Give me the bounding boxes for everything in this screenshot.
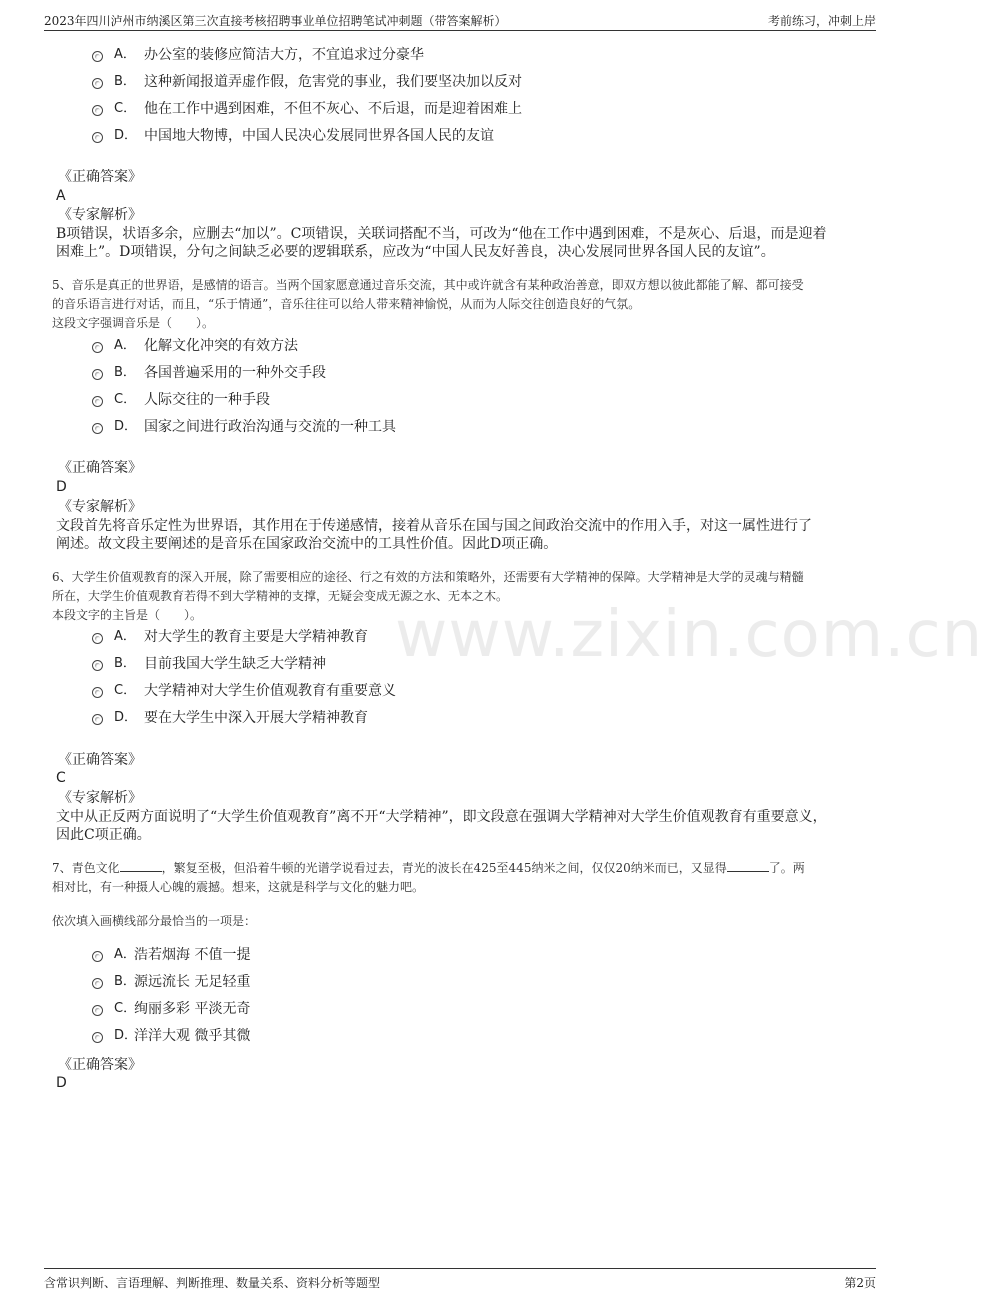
q4-correct-answer-label: 《正确答案》 <box>58 169 142 185</box>
option-text: 洋洋大观 微乎其微 <box>134 1028 251 1044</box>
option-text: 目前我国大学生缺乏大学精神 <box>144 656 326 672</box>
option-text: 绚丽多彩 平淡无奇 <box>134 1001 251 1017</box>
page-header <box>44 8 876 31</box>
fill-blank <box>120 859 162 872</box>
option-letter: B． <box>114 74 136 89</box>
question-line: 6、大学生价值观教育的深入开展，除了需要相应的途径、行之有效的方法和策略外，还需要有大学精神的保障。大学精神是大学的灵魂与精髓 <box>52 570 804 584</box>
radio-icon[interactable] <box>92 369 103 380</box>
radio-icon[interactable] <box>92 1005 103 1016</box>
radio-icon[interactable] <box>92 687 103 698</box>
watermark: www.zixin.com.cn <box>395 598 983 672</box>
radio-icon[interactable] <box>92 714 103 725</box>
question-text: 7、青色文化 <box>52 861 120 875</box>
radio-icon[interactable] <box>92 423 103 434</box>
analysis-line: B项错误，状语多余，应删去“加以”。C项错误，关联词搭配不当，可改为“他在工作中遇到困难，不是灰心、后退，而是迎着 <box>56 226 827 242</box>
radio-icon[interactable] <box>92 1032 103 1043</box>
radio-icon[interactable] <box>92 951 103 962</box>
footer-topics: 含常识判断、言语理解、判断推理、数量关系、资料分析等题型 <box>44 1276 381 1290</box>
q6-question <box>52 568 866 625</box>
analysis-line: 文中从正反两方面说明了“大学生价值观教育”离不开“大学精神”，即文段意在强调大学精神对大学生价值观教育有重要意义， <box>56 809 827 825</box>
question-text: 了。两 <box>768 861 805 875</box>
q7-prompt: 依次填入画横线部分最恰当的一项是： <box>52 914 257 928</box>
q6-expert-analysis-label: 《专家解析》 <box>58 790 142 806</box>
option-letter: A． <box>114 629 136 644</box>
q4-expert-analysis-label: 《专家解析》 <box>58 207 142 223</box>
q4-answer: A <box>56 188 66 204</box>
q4-analysis <box>56 225 864 261</box>
analysis-line: 文段首先将音乐定性为世界语，其作用在于传递感情，接着从音乐在国与国之间政治交流中的作用入手，对这一属性进行了 <box>56 518 812 534</box>
question-line: 的音乐语言进行对话，而且，“乐于情通”，音乐往往可以给人带来精神愉悦，从而为人际交往创造良好的气氛。 <box>52 297 641 311</box>
option-letter: A． <box>114 47 136 62</box>
fill-blank <box>727 859 769 872</box>
q7-question <box>52 859 866 897</box>
q5-expert-analysis-label: 《专家解析》 <box>58 499 142 515</box>
question-line: 所在，大学生价值观教育若得不到大学精神的支撑，无疑会变成无源之水、无本之木。 <box>52 589 509 603</box>
option-text: 对大学生的教育主要是大学精神教育 <box>144 629 368 645</box>
question-text: ，繁复至极，但沿着牛顿的光谱学说看过去，青光的波长在425至445纳米之间，仅仅20纳米而已，又显得 <box>161 861 727 875</box>
q6-analysis <box>56 808 864 844</box>
q6-answer: C <box>56 770 66 786</box>
option-letter: B． <box>114 974 136 989</box>
analysis-line: 困难上”。D项错误，分句之间缺乏必要的逻辑联系，应改为“中国人民友好善良，决心发展同世界各国人民的友谊”。 <box>56 244 775 260</box>
page-footer <box>44 1268 876 1293</box>
question-line: 相对比，有一种摄人心魄的震撼。想来，这就是科学与文化的魅力吧。 <box>52 880 425 894</box>
option-text: 这种新闻报道弄虚作假，危害党的事业，我们要坚决加以反对 <box>144 74 522 90</box>
question-prompt: 本段文字的主旨是（ ）。 <box>52 608 203 622</box>
option-letter: C． <box>114 683 137 698</box>
radio-icon[interactable] <box>92 132 103 143</box>
analysis-line: 阐述。故文段主要阐述的是音乐在国家政治交流中的工具性价值。因此D项正确。 <box>56 536 558 552</box>
option-letter: D． <box>114 128 138 143</box>
option-letter: D． <box>114 710 138 725</box>
option-letter: C． <box>114 1001 137 1016</box>
radio-icon[interactable] <box>92 342 103 353</box>
page-number: 第2页 <box>844 1276 876 1290</box>
option-letter: A． <box>114 947 136 962</box>
option-text: 化解文化冲突的有效方法 <box>144 338 298 354</box>
option-letter: D． <box>114 419 138 434</box>
q5-analysis <box>56 517 864 553</box>
radio-icon[interactable] <box>92 660 103 671</box>
radio-icon[interactable] <box>92 978 103 989</box>
option-text: 各国普遍采用的一种外交手段 <box>144 365 326 381</box>
option-text: 浩若烟海 不值一提 <box>134 947 251 963</box>
option-letter: C． <box>114 392 137 407</box>
option-text: 要在大学生中深入开展大学精神教育 <box>144 710 368 726</box>
radio-icon[interactable] <box>92 105 103 116</box>
option-letter: B． <box>114 656 136 671</box>
option-text: 大学精神对大学生价值观教育有重要意义 <box>144 683 396 699</box>
option-text: 中国地大物博，中国人民决心发展同世界各国人民的友谊 <box>144 128 494 144</box>
q7-answer: D <box>56 1075 67 1091</box>
analysis-line: 因此C项正确。 <box>56 827 151 843</box>
option-text: 国家之间进行政治沟通与交流的一种工具 <box>144 419 396 435</box>
q5-answer: D <box>56 479 67 495</box>
q5-question <box>52 276 866 333</box>
option-text: 办公室的装修应简洁大方，不宜追求过分豪华 <box>144 47 424 63</box>
option-letter: D． <box>114 1028 138 1043</box>
option-letter: B． <box>114 365 136 380</box>
radio-icon[interactable] <box>92 396 103 407</box>
q6-correct-answer-label: 《正确答案》 <box>58 752 142 768</box>
question-line <box>52 859 866 878</box>
document-title: 2023年四川泸州市纳溪区第三次直接考核招聘事业单位招聘笔试冲刺题（带答案解析） <box>44 14 507 28</box>
option-text: 人际交往的一种手段 <box>144 392 270 408</box>
option-letter: C． <box>114 101 137 116</box>
option-text: 源远流长 无足轻重 <box>134 974 251 990</box>
radio-icon[interactable] <box>92 51 103 62</box>
header-slogan: 考前练习，冲刺上岸 <box>767 14 876 28</box>
q7-correct-answer-label: 《正确答案》 <box>58 1057 142 1073</box>
question-line: 5、音乐是真正的世界语，是感情的语言。当两个国家愿意通过音乐交流，其中或许就含有某种政治善意，即双方想以彼此都能了解、都可接受 <box>52 278 804 292</box>
q5-correct-answer-label: 《正确答案》 <box>58 460 142 476</box>
question-prompt: 这段文字强调音乐是（ ）。 <box>52 316 215 330</box>
radio-icon[interactable] <box>92 78 103 89</box>
radio-icon[interactable] <box>92 633 103 644</box>
option-letter: A． <box>114 338 136 353</box>
option-text: 他在工作中遇到困难，不但不灰心、不后退，而是迎着困难上 <box>144 101 522 117</box>
